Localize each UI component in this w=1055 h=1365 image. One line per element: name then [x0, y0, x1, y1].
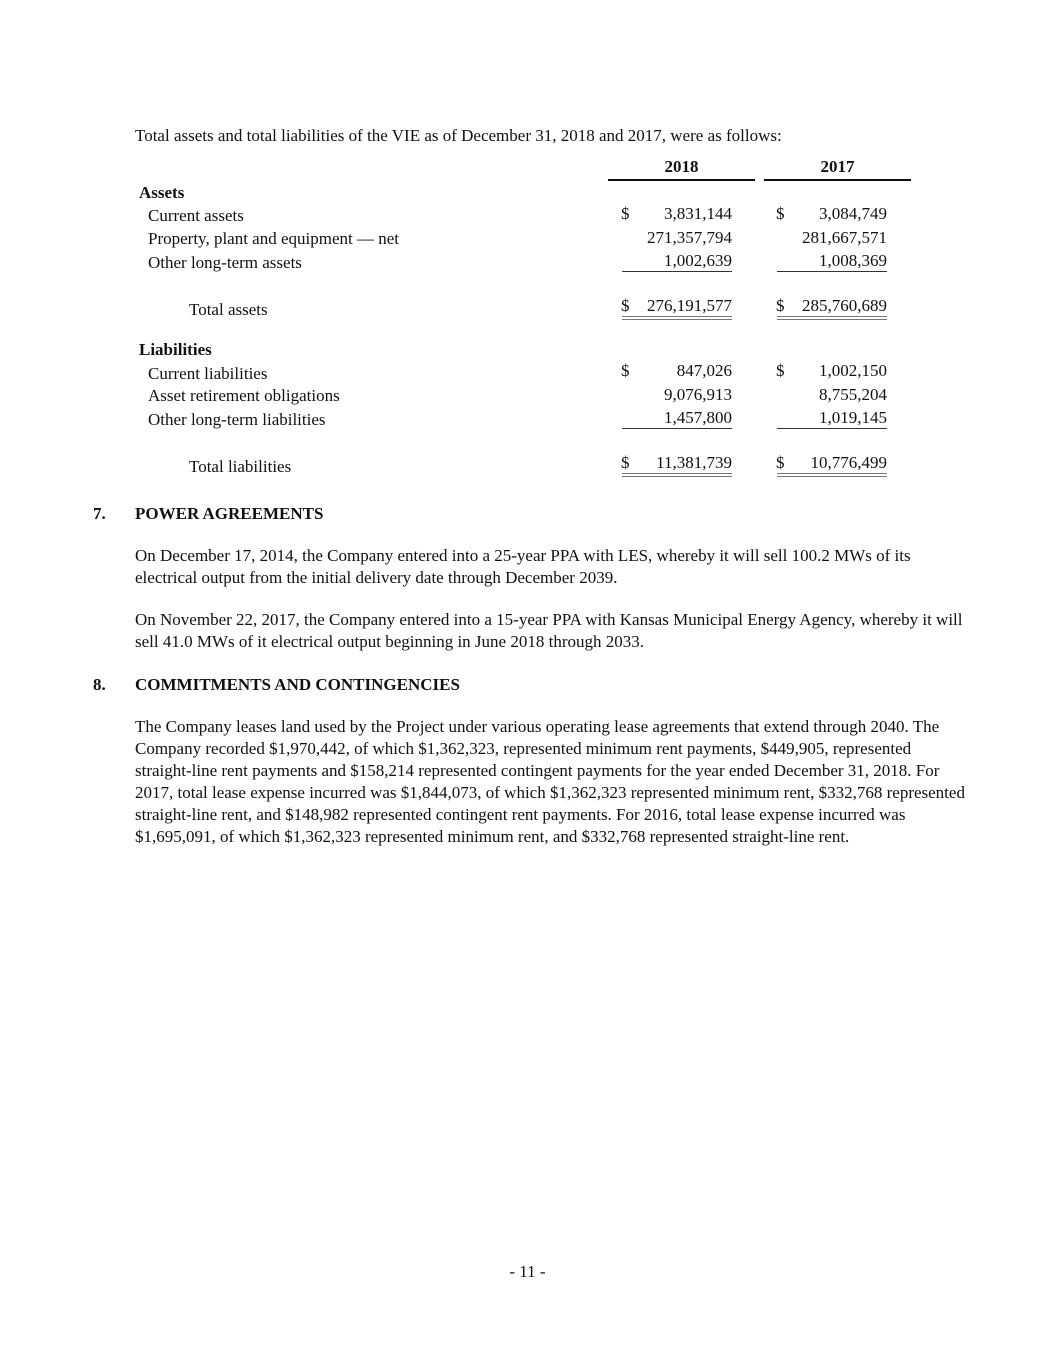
value-2018: 3,831,144 [664, 204, 732, 223]
value-2017: 1,008,369 [777, 251, 887, 272]
liabilities-section-label: Liabilities [139, 340, 212, 359]
value-2018: 9,076,913 [664, 385, 732, 404]
section-title: POWER AGREEMENTS [135, 504, 324, 523]
total-value-2017: 285,760,689 [777, 296, 887, 320]
row-label-current-assets: Current assets [148, 206, 244, 225]
row-label-other-lt-liabilities: Other long-term liabilities [148, 410, 326, 429]
dollar-sign: $ [776, 296, 785, 315]
total-value-2018: 276,191,577 [622, 296, 732, 320]
value-2018: 1,457,800 [622, 408, 732, 429]
row-label-current-liabilities: Current liabilities [148, 364, 268, 383]
section-number: 8. [93, 675, 106, 694]
total-value-2018: 11,381,739 [622, 453, 732, 477]
value-2018: 271,357,794 [647, 228, 732, 247]
row-label-aro: Asset retirement obligations [148, 386, 340, 405]
section-title: COMMITMENTS AND CONTINGENCIES [135, 675, 460, 694]
page-number: - 11 - [509, 1262, 546, 1281]
dollar-sign: $ [621, 453, 630, 472]
column-header-2017: 2017 [764, 157, 911, 181]
column-header-2018: 2018 [608, 157, 755, 181]
paragraph: On November 22, 2017, the Company entered into a 15-year PPA with Kansas Municipal Energy Agency, whereby it will sell 41.0 MWs of it electrical output beginning in June 2018 through 2033. [135, 610, 963, 651]
dollar-sign: $ [621, 296, 630, 315]
row-label-ppe: Property, plant and equipment — net [148, 229, 400, 248]
row-label-other-lt-assets: Other long-term assets [148, 253, 302, 272]
dollar-sign: $ [776, 204, 785, 223]
value-2018: 1,002,639 [622, 251, 732, 272]
dollar-sign: $ [776, 361, 785, 380]
value-2017: 281,667,571 [802, 228, 887, 247]
value-2017: 3,084,749 [819, 204, 887, 223]
value-2017: 1,002,150 [819, 361, 887, 380]
section-number: 7. [93, 504, 106, 523]
value-2017: 8,755,204 [819, 385, 887, 404]
row-label-total-liabilities: Total liabilities [189, 457, 292, 476]
value-2017: 1,019,145 [777, 408, 887, 429]
intro-text: Total assets and total liabilities of the VIE as of December 31, 2018 and 2017, were as follows: [135, 126, 782, 145]
dollar-sign: $ [776, 453, 785, 472]
row-label-total-assets: Total assets [189, 300, 268, 319]
paragraph: The Company leases land used by the Project under various operating lease agreements that extend through 2040. The Company recorded $1,970,442, of which $1,362,323, represented minimum rent payments, $449,905, represented straight-line rent payments and $158,214 represented contingent payments for the year ended December 31, 2018. For 2017, total lease expense incurred was $1,844,073, of which $1,362,323 represented minimum rent, $332,768 represented straight-line rent, and $148,982 represented contingent rent payments. For 2016, total lease expense incurred was $1,695,091, of which $1,362,323 represented minimum rent, and $332,768 represented straight-line rent. [135, 717, 965, 846]
total-value-2017: 10,776,499 [777, 453, 887, 477]
paragraph: On December 17, 2014, the Company entered into a 25-year PPA with LES, whereby it will sell 100.2 MWs of its electrical output from the initial delivery date through December 2039. [135, 546, 911, 587]
assets-section-label: Assets [139, 183, 185, 202]
dollar-sign: $ [621, 204, 630, 223]
value-2018: 847,026 [676, 361, 732, 380]
dollar-sign: $ [621, 361, 630, 380]
